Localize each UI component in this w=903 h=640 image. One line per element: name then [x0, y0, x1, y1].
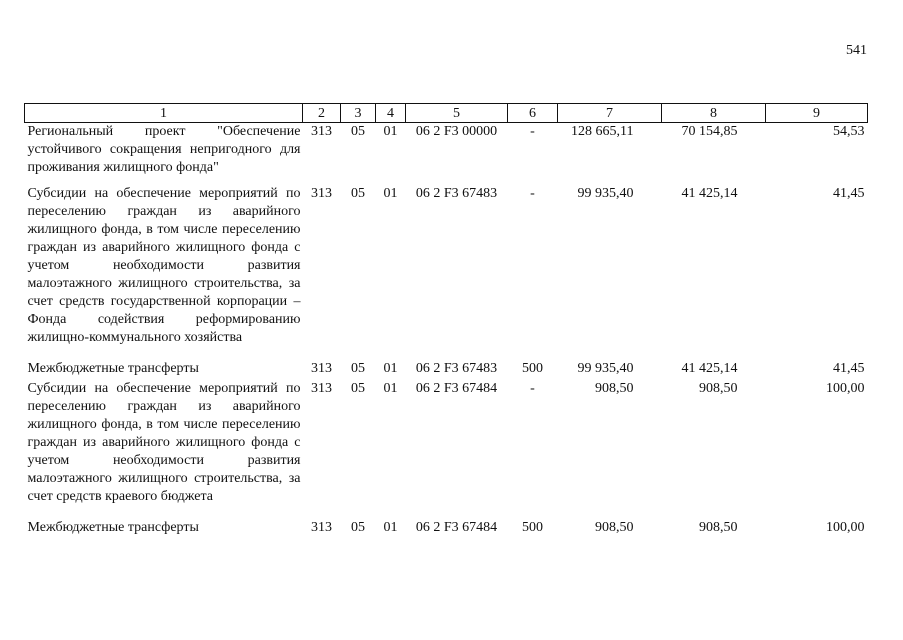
- header-col-3: 3: [341, 104, 376, 123]
- cell-ministry: 313: [311, 361, 332, 376]
- cell-section: 05: [351, 381, 365, 396]
- table-row: [25, 185, 868, 360]
- cell-planned: 908,50: [595, 520, 634, 535]
- cell-executed: 70 154,85: [681, 124, 738, 139]
- cell-executed: 41 425,14: [681, 186, 738, 201]
- header-col-9: 9: [766, 104, 868, 123]
- cell-subsection: 01: [383, 381, 398, 396]
- table-row: [25, 380, 868, 519]
- cell-subsection: 01: [383, 124, 398, 139]
- cell-expense-type: -: [530, 124, 535, 139]
- header-col-8: 8: [662, 104, 766, 123]
- cell-executed: 41 425,14: [681, 361, 738, 376]
- row-name: Субсидии на обеспечение мероприятий по переселению граждан из аварийного жилищного фонда, в том числе переселению граждан из аварийного жилищного фонда с учетом необходимости развития малоэтажного жилищного строительства, за счет средств государственной корпорации – Фонда содействия реформированию жилищно-коммунального хозяйства: [27, 186, 301, 345]
- budget-table: [24, 103, 868, 537]
- cell-target-article: 06 2 F3 00000: [415, 124, 498, 139]
- cell-ministry: 313: [311, 124, 332, 139]
- header-col-7: 7: [558, 104, 662, 123]
- cell-section: 05: [351, 520, 365, 535]
- table-body: [25, 123, 868, 538]
- row-name: Межбюджетные трансферты: [27, 361, 199, 376]
- header-col-2: 2: [303, 104, 341, 123]
- cell-subsection: 01: [383, 361, 398, 376]
- cell-planned: 128 665,11: [571, 124, 634, 139]
- table-row: [25, 123, 868, 186]
- cell-subsection: 01: [383, 186, 398, 201]
- cell-section: 05: [351, 186, 365, 201]
- cell-percent: 100,00: [826, 381, 865, 396]
- cell-planned: 908,50: [595, 381, 634, 396]
- cell-ministry: 313: [311, 381, 332, 396]
- cell-executed: 908,50: [699, 520, 738, 535]
- cell-planned: 99 935,40: [577, 361, 634, 376]
- table-row: [25, 519, 868, 537]
- cell-planned: 99 935,40: [577, 186, 634, 201]
- cell-target-article: 06 2 F3 67484: [415, 381, 498, 396]
- cell-executed: 908,50: [699, 381, 738, 396]
- cell-expense-type: -: [530, 381, 535, 396]
- cell-section: 05: [351, 361, 365, 376]
- cell-expense-type: 500: [522, 361, 543, 376]
- row-name: Региональный проект "Обеспечение устойчивого сокращения непригодного для проживания жилищного фонда": [27, 124, 301, 175]
- cell-target-article: 06 2 F3 67484: [415, 520, 498, 535]
- header-row: [25, 104, 868, 123]
- header-col-4: 4: [376, 104, 406, 123]
- cell-percent: 54,53: [833, 124, 865, 139]
- page-number: 541: [846, 43, 867, 58]
- header-col-6: 6: [508, 104, 558, 123]
- cell-expense-type: -: [530, 186, 535, 201]
- cell-subsection: 01: [383, 520, 398, 535]
- cell-section: 05: [351, 124, 365, 139]
- cell-expense-type: 500: [522, 520, 543, 535]
- row-name: Субсидии на обеспечение мероприятий по переселению граждан из аварийного жилищного фонда, в том числе переселению граждан из аварийного жилищного фонда с учетом необходимости развития малоэтажного жилищного строительства, за счет средств краевого бюджета: [27, 381, 301, 504]
- header-col-5: 5: [406, 104, 508, 123]
- table-header: [25, 104, 868, 123]
- table-row: [25, 360, 868, 380]
- cell-percent: 41,45: [833, 186, 865, 201]
- header-col-1: 1: [25, 104, 303, 123]
- cell-target-article: 06 2 F3 67483: [415, 361, 498, 376]
- row-name: Межбюджетные трансферты: [27, 520, 199, 535]
- cell-ministry: 313: [311, 186, 332, 201]
- cell-ministry: 313: [311, 520, 332, 535]
- cell-target-article: 06 2 F3 67483: [415, 186, 498, 201]
- cell-percent: 41,45: [833, 361, 865, 376]
- cell-percent: 100,00: [826, 520, 865, 535]
